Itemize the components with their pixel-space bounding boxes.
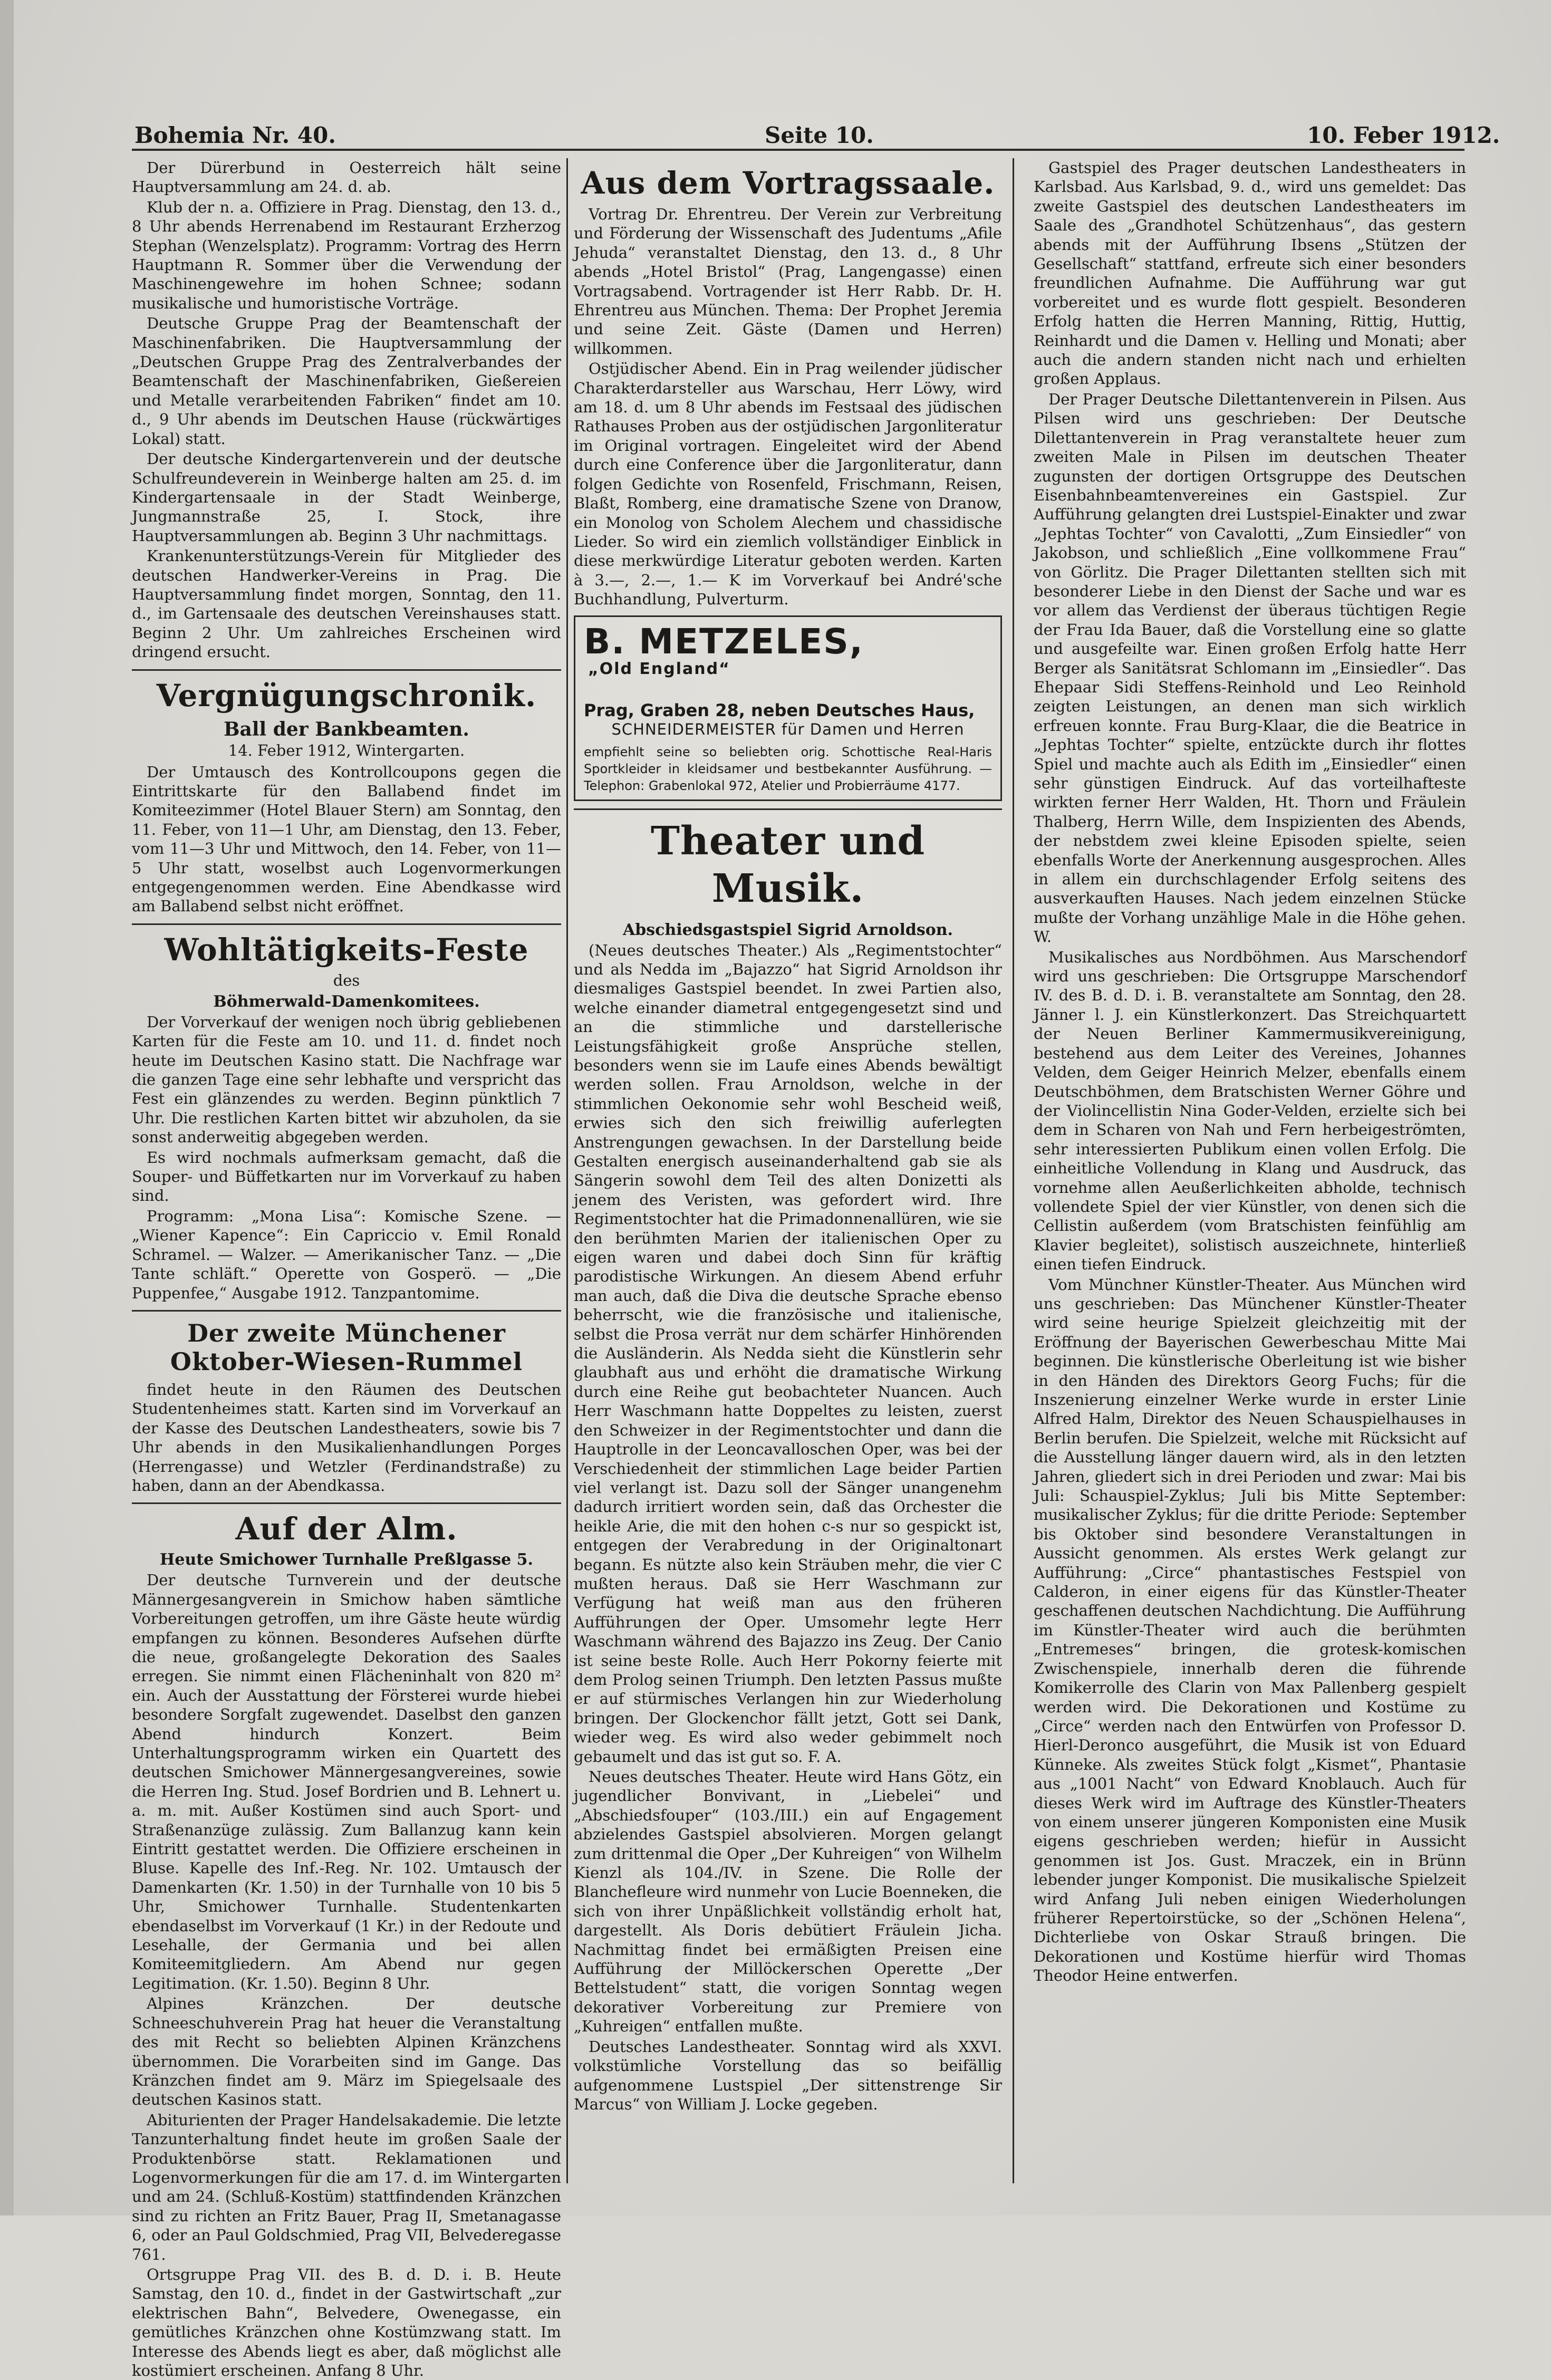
article-paragraph: Deutsches Landestheater. Sonntag wird als XXVI. volkstümliche Vorstellung das so beifällig aufgenommene Lustspiel „Der sittenstrenge Sir Marcus“ von William J. Locke gegeben. [574, 2037, 1002, 2113]
section-rule [574, 808, 1002, 810]
article-paragraph: Neues deutsches Theater. Heute wird Hans Götz, ein jugendlicher Bonvivant, in „Liebelei“ und „Abschiedsfouper“ (103./III.) ein auf Engagement abzielendes Gastspiel absolvieren. Morgen gelangt zum drittenmal die Oper „Der Kuhreigen“ von Wilhelm Kienzl als 104./IV. in Szene. Die Rolle der Blanchefleure wird nunmehr von Lucie Boenneken, die sich von ihrer Unpäßlichkeit vollständig erholt hat, dargestellt. Als Doris debütiert Fräulein Jicha. Nachmittag findet bei ermäßigten Preisen eine Aufführung der Millöckerschen Operette „Der Bettelstudent“ statt, die vorigen Sonntag wegen dekorativer Vorbereitung zur Premiere von „Kuhreigen“ entfallen mußte. [574, 1768, 1002, 2036]
ad-text: empfiehlt seine so beliebten orig. Schottische Real-Haris Sportkleider in kleidsamer und bestbekannter Ausführung. — Telephon: Grabenlokal 972, Atelier und Probierräume 4177. [584, 744, 992, 793]
article-paragraph: findet heute in den Räumen des Deutschen Studentenheimes statt. Karten sind im Vorverkauf an der Kasse des Deutschen Landestheaters, sowie bis 7 Uhr abends in den Musikalienhandlungen Porges (Herrengasse) und Wetzler (Ferdinandstraße) zu haben, dann an der Abendkassa. [132, 1380, 561, 1495]
ad-address: Prag, Graben 28, neben Deutsches Haus, [584, 700, 975, 720]
article-paragraph: Programm: „Mona Lisa“: Komische Szene. — „Wiener Kapence“: Ein Capriccio v. Emil Ronald Schramel. — Walzer. — Amerikanischer Tanz. — „Die Tante schläft.“ Operette von Gosperö. — „Die Puppenfee,“ Ausgabe 1912. Tanzpantomime. [132, 1207, 561, 1302]
header-page-number: Seite 10. [765, 122, 874, 148]
article-paragraph: Musikalisches aus Nordböhmen. Aus Marschendorf wird uns geschrieben: Die Ortsgruppe Marschendorf IV. des B. d. D. i. B. veranstaltete am Sonntag, den 28. Jänner l. J. ein Künstlerkonzert. Das Streichquartett der Neuen Berliner Kammermusikvereinigung, bestehend aus dem Leiter des Vereines, Johannes Velden, dem Geiger Heinrich Melzer, ebenfalls einem Deutschböhmen, dem Bratschisten Werner Göhre und der Violincellistin Nina Goder-Velden, erzielte sich bei dem in Scharen von Nah und Fern herbeigeströmten, sehr interessierten Publikum einen vollen Erfolg. Die einheitliche Vollendung in Klang und Ausdruck, das vornehme allen Aeußerlichkeiten abholde, technisch vollendete Spiel der vier Künstler, von denen sich die Cellistin außerdem (vom Bratschisten feinfühlig am Klavier begleitet), solistisch auszeichnete, hinterließ einen tiefen Eindruck. [1034, 948, 1466, 1274]
article-paragraph: Gastspiel des Prager deutschen Landestheaters in Karlsbad. Aus Karlsbad, 9. d., wird uns gemeldet: Das zweite Gastspiel des deutschen Landestheaters im Saale des „Grandhotel Schützenhaus“, das gestern abends mit der Aufführung Ibsens „Stützen der Gesellschaft“ stattfand, erfreute sich einer besonders freundlichen Aufnahme. Die Aufführung war gut vorbereitet und es wurde flott gespielt. Besonderen Erfolg hatten die Herren Manning, Rittig, Huttig, Reinhardt und die Damen v. Helling und Monati; aber auch die andern standen nicht nach und erhielten großen Applaus. [1034, 159, 1466, 388]
article-paragraph: Der Vorverkauf der wenigen noch übrig gebliebenen Karten für die Feste am 10. und 11. d. findet noch heute im Deutschen Kasino statt. Die Nachfrage war die ganzen Tage eine sehr lebhafte und verspricht das Fest ein glänzendes zu werden. Beginn pünktlich 7 Uhr. Die restlichen Karten bittet wir abzuholen, da sie sonst anderweitig abgegeben werden. [132, 1013, 561, 1146]
article-paragraph: Abiturienten der Prager Handelsakademie. Die letzte Tanzunterhaltung findet heute im großen Saale der Produktenbörse statt. Reklamationen und Logenvormerkungen für die am 17. d. im Wintergarten und am 24. (Schluß-Kostüm) stattfindenden Kränzchen sind zu richten an Fritz Bauer, Prag II, Smetanagasse 6, oder an Paul Goldschmied, Prag VII, Belvederegasse 761. [132, 2111, 561, 2263]
section-title-wiesen-rummel: Der zweite Münchener Oktober-Wiesen-Rummel [170, 1318, 523, 1376]
article-heading: Ball der Bankbeamten. [224, 718, 469, 740]
article-paragraph: (Neues deutsches Theater.) Als „Regimentstochter“ und als Nedda im „Bajazzo“ hat Sigrid Arnoldson ihr diesmaliges Gastspiel beendet. In zwei Partien also, welche einander diametral entgegengesetzt sind und an die stimmliche und darstellerische Leistungsfähigkeit große Ansprüche stellen, besonders wenn sie im Laufe eines Abends bewältigt werden sollen. Frau Arnoldson, welche in der stimmlichen Oekonomie sehr wohl Bescheid weiß, erwies sich den sich freiwillig auferlegten Anstrengungen gewachsen. In der Darstellung beide Gestalten energisch auseinanderhaltend gab sie als Sängerin sowohl dem Teil des alten Donizetti als jenem des Veristen, was gefordert wird. Ihre Regimentstochter hat die Primadonnenallüren, wie sie den berühmten Marien der italienischen Oper zu eigen waren und dabei doch Sinn für kräftig parodistische Wirkungen. An diesem Abend erfuhr man auch, daß die Diva die deutsche Sprache ebenso beherrscht, wie die französische und italienische, selbst die Prosa verrät nur dem schärfer Hinhörenden die Ausländerin. Als Nedda sieht die Künstlerin sehr glaubhaft aus und erhöht die dramatische Wirkung durch eine Reihe gut beobachteter Nuancen. Auch Herr Waschmann hatte Doppeltes zu leisten, zuerst den Schweizer in der Regimentstochter und dann die Hauptrolle in der Leoncavalloschen Oper, was bei der Verschiedenheit der stimmlichen Lage beider Partien viel verlangt ist. Dazu soll der Sänger unangenehm dadurch irritiert worden sein, daß das Orchester die heikle Arie, die mit den hohen c-s nur so gespickt ist, entgegen der Verabredung in der Originaltonart begann. Es nützte also kein Sträuben mehr, die vier C mußten heraus. Daß sie Herr Waschmann zur Verfügung hat weiß man aus den früheren Aufführungen der Oper. Umsomehr legte Herr Waschmann während des Bajazzo ins Zeug. Der Canio ist seine beste Rolle. Auch Herr Pokorny feierte mit dem Prolog seinen Triumph. Den letzten Passus mußte er auf stürmisches Verlangen hin zur Wiederholung bringen. Der Glockenchor fällt jetzt, Gott sei Dank, wieder weg. Es wird also weder gebimmelt noch gebaumelt und das ist gut so. F. A. [574, 941, 1002, 1766]
article-paragraph: Es wird nochmals aufmerksam gemacht, daß die Souper- und Büffetkarten nur im Vorverkauf zu haben sind. [132, 1148, 561, 1205]
advertisement-metzeles [574, 615, 1002, 801]
article-subheading: 14. Feber 1912, Wintergarten. [228, 741, 465, 759]
ad-tagline: „Old England“ [588, 659, 730, 678]
section-rule [132, 923, 561, 925]
notice: Krankenunterstützungs-Verein für Mitglieder des deutschen Handwerker-Vereins in Prag. Die Hauptversammlung findet morgen, Sonntag, den 11. d., im Gartensaale des deutschen Vereinshauses statt. Beginn 2 Uhr. Um zahlreiches Erscheinen wird dringend ersucht. [132, 547, 561, 661]
section-title-wohltaetigkeitsfeste: Wohltätigkeits-Feste [164, 931, 529, 968]
article-paragraph: Ostjüdischer Abend. Ein in Prag weilender jüdischer Charakterdarsteller aus Warschau, Herr Löwy, wird am 18. d. um 8 Uhr abends im Festsaal des jüdischen Rathauses Proben aus der ostjüdischen Jargonliteratur im Original vortragen. Eingeleitet wird der Abend durch eine Conference über die Jargonliteratur, dann folgen Gedichte von Rosenfeld, Frischmann, Reisen, Blaßt, Romberg, eine dramatische Szene von Dranow, ein Monolog von Scholem Alechem und chassidische Lieder. So wird ein ziemlich vollständiger Einblick in diese merkwürdige Literatur geboten werden. Karten à 3.—, 2.—, 1.— K im Vorverkauf bei André'sche Buchhandlung, Pulverturm. [574, 360, 1002, 609]
section-title-vortragssaale: Aus dem Vortragssaale. [581, 165, 995, 201]
article-paragraph: Der deutsche Turnverein und der deutsche Männergesangverein in Smichow haben sämtliche Vorbereitungen getroffen, um ihre Gäste heute würdig empfangen zu können. Besonderes Aufsehen dürfte die neue, großangelegte Dekoration des Saales erregen. Sie nimmt einen Flächeninhalt von 820 m² ein. Auch der Ausstattung der Försterei wurde hiebei besondere Sorgfalt zugewendet. Daselbst den ganzen Abend hindurch Konzert. Beim Unterhaltungsprogramm wirken ein Quartett des deutschen Smichower Männergesangvereines, sowie die Herren Ing. Stud. Josef Bordrien und B. Lehnert u. a. m. mit. Außer Kostümen sind auch Sport- und Straßenanzüge zulässig. Zum Ballanzug kann kein Eintritt gestattet werden. Die Offiziere erscheinen in Bluse. Kapelle des Inf.-Reg. Nr. 102. Umtausch der Damenkarten (Kr. 1.50) in der Turnhalle von 10 bis 5 Uhr, Smichower Turnhalle. Studentenkarten ebendaselbst im Vorverkauf (1 Kr.) in der Redoute und Lesehalle, der Germania und bei allen Komiteemitgliedern. Am Abend nur gegen Legitimation. (Kr. 1.50). Beginn 8 Uhr. [132, 1571, 561, 1992]
notice: Klub der n. a. Offiziere in Prag. Dienstag, den 13. d., 8 Uhr abends Herrenabend im Restaurant Erzherzog Stephan (Wenzelsplatz). Programm: Vortrag des Herrn Hauptmann R. Sommer über die Verwendung der Maschinengewehre im hohen Schnee; sodann musikalische und humoristische Vorträge. [132, 198, 561, 312]
association-notices [132, 158, 561, 662]
section-rule [132, 1502, 561, 1504]
header-rule [132, 149, 1465, 151]
column-2 [574, 158, 1002, 2183]
article-heading: Böhmerwald-Damenkomitees. [213, 992, 480, 1011]
notice: Deutsche Gruppe Prag der Beamtenschaft der Maschinenfabriken. Die Hauptversammlung der „Deutschen Gruppe Prag des Zentralverbandes der Beamtenschaft der Maschinenfabriken, Gießereien und Metalle verarbeitenden Fabriken“ findet am 10. d., 9 Uhr abends im Deutschen Hause (rückwärtiges Lokal) statt. [132, 314, 561, 448]
section-title-vergnuegungschronik: Vergnügungschronik. [156, 677, 537, 714]
notice: Der deutsche Kindergartenverein und der deutsche Schulfreundeverein in Weinberge halten am 25. d. im Kindergartensaale in der Stadt Weinberge, Jungmannstraße 25, I. Stock, ihre Hauptversammlungen ab. Beginn 3 Uhr nachmittags. [132, 450, 561, 545]
section-title-theater-und-musik: Theater und Musik. [650, 818, 926, 911]
article-paragraph: Alpines Kränzchen. Der deutsche Schneeschuhverein Prag hat heuer die Veranstaltung des mit Recht so beliebten Alpinen Kränzchens übernommen. Die Vorarbeiten sind im Gange. Das Kränzchen findet am 9. März im Spiegelsaale des deutschen Kasinos statt. [132, 1994, 561, 2109]
section-title-auf-der-alm: Auf der Alm. [235, 1511, 458, 1547]
column-rule-1 [566, 158, 568, 2183]
article-paragraph: Ortsgruppe Prag VII. des B. d. D. i. B. Heute Samstag, den 10. d., findet in der Gastwirtschaft „zur elektrischen Bahn“, Belvedere, Owenegasse, ein gemütliches Kränzchen ohne Kostümzwang statt. Im Interesse des Abends liegt es aber, daß möglichst alle kostümiert erscheinen. Anfang 8 Uhr. [132, 2265, 561, 2379]
article-heading: Abschiedsgastspiel Sigrid Arnoldson. [622, 920, 953, 939]
article-paragraph: Der Prager Deutsche Dilettantenverein in Pilsen. Aus Pilsen wird uns geschrieben: Der Deutsche Dilettantenverein in Prag veranstaltete heuer zum zweiten Male in Pilsen im deutschen Theater zugunsten der dortigen Ortsgruppe des Deutschen Eisenbahnbeamtenvereines ein Gastspiel. Zur Aufführung gelangten drei Lustspiel-Einakter und zwar „Jephtas Tochter“ von Cavalotti, „Zum Einsiedler“ von Jakobson, und schließlich „Eine vollkommene Frau“ von Görlitz. Die Prager Dilettanten stellten sich mit besonderer Liebe in den Dienst der Sache und war es vor allem das Verdienst der überaus tüchtigen Regie der Frau Ida Bauer, daß die Vorstellung eine so glatte und ausgefeilte war. Einen großen Erfolg hatte Herr Berger als Sanitätsrat Schlomann im „Einsiedler“. Das Ehepaar Sidi Steffens-Reinhold und Leo Reinhold zeigten Leistungen, an denen man sich wirklich erfreuen konnte. Frau Burg-Klaar, die die Beatrice in „Jephtas Tochter“ spielte, entzückte durch ihr flottes Spiel und machte auch als Edith im „Einsiedler“ einen sehr günstigen Eindruck. Auf das vorteilhafteste wirkten ferner Herr Walden, Ht. Thorn und Fräulein Thalberg, Herrn Wille, dem Inspizienten des Abends, der nebstdem zwei kleine Episoden spielte, seien ebenfalls Worte der Anerkennung ausgesprochen. Alles in allem ein durchschlagender Erfolg seitens des ausverkauften Hauses. Nach jedem einzelnen Stücke mußte der Vorhang unzählige Male in die Höhe gehen. W. [1034, 390, 1466, 946]
ad-company-name: B. METZELES, [584, 621, 864, 662]
column-1 [132, 158, 561, 2379]
header-date: 10. Feber 1912. [1307, 122, 1500, 148]
column-3 [1034, 158, 1466, 2183]
article-subheading: des [333, 971, 360, 989]
header-issue: Bohemia Nr. 40. [134, 122, 336, 148]
article-paragraph: Vom Münchner Künstler-Theater. Aus München wird uns geschrieben: Das Münchener Künstler-Theater wird seine heurige Spielzeit gleichzeitig mit der Eröffnung der Bayerischen Gewerbeschau Mitte Mai beginnen. Die künstlerische Oberleitung ist wie bisher in den Händen des Direktors Georg Fuchs; für die Inszenierung einzelner Werke wurde in erster Linie Alfred Halm, Direktor des Neuen Schauspielhauses in Berlin berufen. Die Spielzeit, welche mit Rücksicht auf die Ausstellung länger dauern wird, als in den letzten Jahren, gliedert sich in drei Perioden und zwar: Mai bis Juli: Schauspiel-Zyklus; Juli bis Mitte September: musikalischer Zyklus; für die dritte Periode: September bis Oktober sind besondere Veranstaltungen in Aussicht genommen. Als erstes Werk gelangt zur Aufführung: „Circe“ phantastisches Festspiel von Calderon, in einer eigens für das Künstler-Theater geschaffenen deutschen Nachdichtung. Die Aufführung im Künstler-Theater wird auch die berühmten „Entremeses“ bringen, die grotesk-komischen Zwischenspiele, innerhalb deren die führende Komikerrolle des Clarin von Max Pallenberg gespielt werden wird. Die Dekorationen und Kostüme zu „Circe“ werden nach den Entwürfen von Professor D. Hierl-Deronco ausgeführt, die Musik ist von Eduard Künneke. Als zweites Stück folgt „Kismet“, Phantasie aus „1001 Nacht“ von Edward Knoblauch. Auch für dieses Werk wird im Auftrage des Künstler-Theaters von einem unserer jüngeren Komponisten eine Musik eigens geschrieben werden; hiefür in Aussicht genommen ist Jos. Gust. Mraczek, ein in Brünn lebender junger Komponist. Die musikalische Spielzeit wird Anfang Juli neben einigen Wiederholungen früherer Repertoirstücke, so der „Schönen Helena“, Dichterliebe von Oskar Strauß bringen. Die Dekorationen und Kostüme hierfür wird Thomas Theodor Heine entwerfen. [1034, 1275, 1467, 1985]
article-heading: Heute Smichower Turnhalle Preßlgasse 5. [160, 1550, 533, 1569]
section-rule [132, 669, 561, 671]
ad-trade: SCHNEIDERMEISTER für Damen und Herren [611, 720, 965, 738]
article-paragraph: Der Umtausch des Kontrollcoupons gegen die Eintrittskarte für den Ballabend findet im Komiteezimmer (Hotel Blauer Stern) am Sonntag, den 11. Feber, von 11—1 Uhr, am Dienstag, den 13. Feber, vom 11—3 Uhr und Mittwoch, den 14. Feber, von 11—5 Uhr statt, woselbst auch Logenvormerkungen entgegengenommen werden. Eine Abendkasse wird am Ballabend selbst nicht eröffnet. [132, 763, 561, 916]
scan-edge [0, 0, 14, 2215]
notice: Der Dürerbund in Oesterreich hält seine Hauptversammlung am 24. d. ab. [132, 159, 561, 196]
section-rule [132, 1310, 561, 1312]
article-paragraph: Vortrag Dr. Ehrentreu. Der Verein zur Verbreitung und Förderung der Wissenschaft des Judentums „Afile Jehuda“ veranstaltet Dienstag, den 13. d., 8 Uhr abends „Hotel Bristol“ (Prag, Langengasse) einen Vortragsabend. Vortragender ist Herr Rabb. Dr. H. Ehrentreu aus München. Thema: Der Prophet Jeremia und seine Zeit. Gäste (Damen und Herren) willkommen. [574, 205, 1002, 358]
column-rule-2 [1013, 158, 1014, 2183]
